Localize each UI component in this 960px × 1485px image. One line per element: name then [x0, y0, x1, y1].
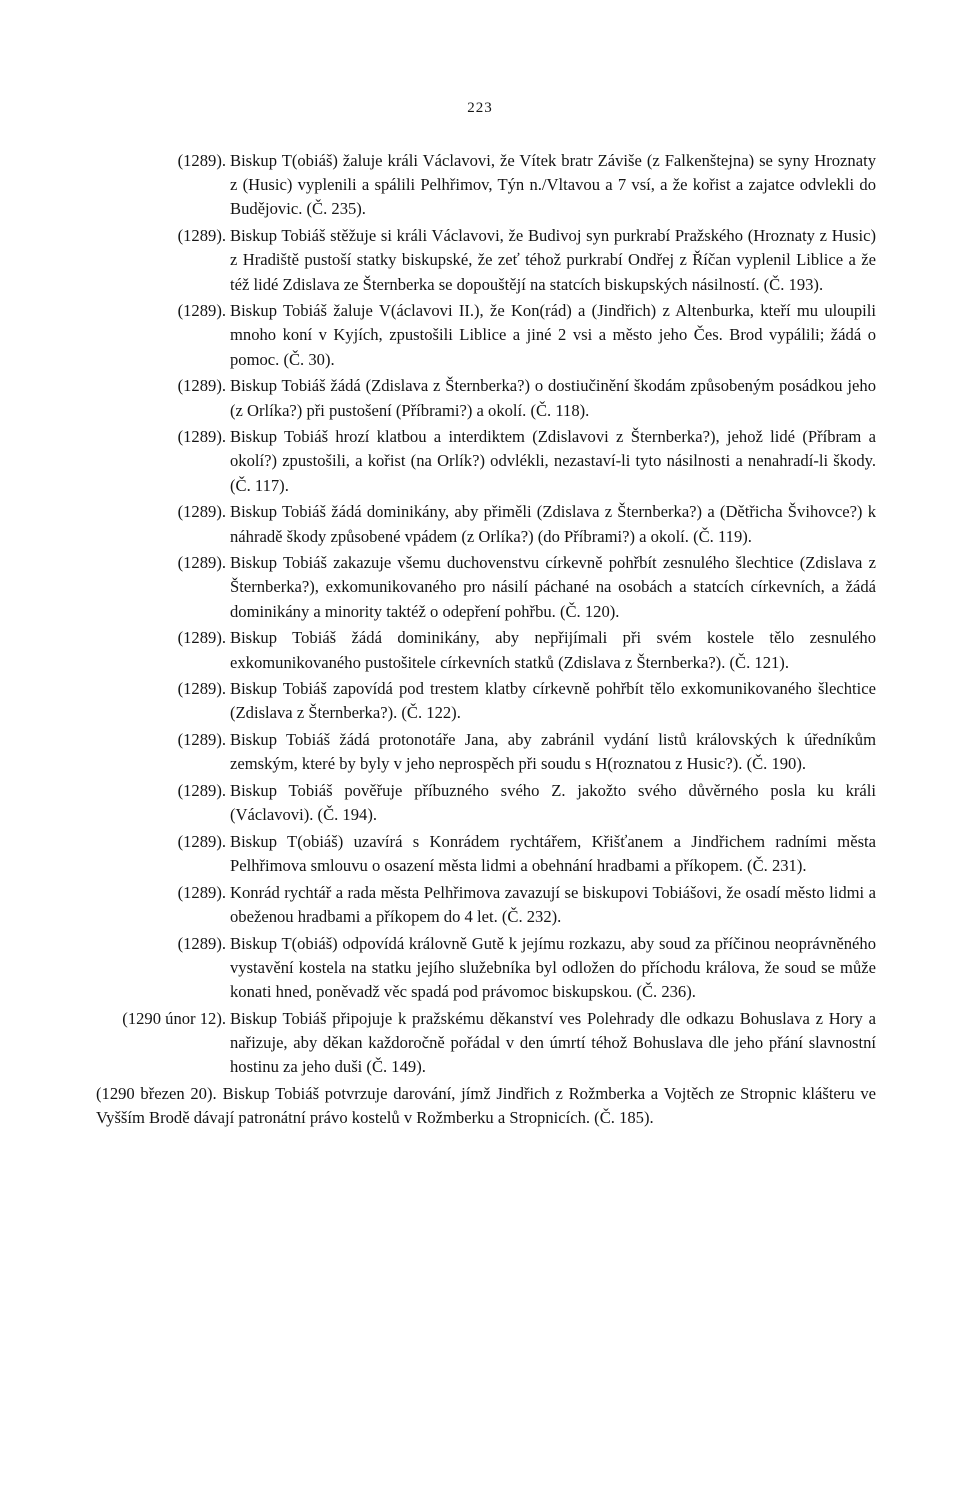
list-item: [96, 299, 876, 372]
entry-date: (1289).: [177, 679, 226, 699]
entry-date: (1289).: [177, 628, 226, 648]
entry-text: Biskup Tobiáš potvrzuje darování, jímž Jindřich z Rožmberka a Vojtěch ze Stropnic klášteru ve Vyšším Brodě dávají patronátní právo kostelů v Rožmberku a Stropnicích. (Č. 185).: [96, 1084, 876, 1128]
entry-text: Biskup Tobiáš zakazuje všemu duchovenstvu církevně pohřbít zesnulého šlechtice (Zdislava z Šternberka?), exkomunikovaného pro násilí páchané na osobách a statcích církevních, a žádá dominikány a minority taktéž o odepření pohřbu. (Č. 120).: [230, 553, 876, 621]
list-item: [96, 551, 876, 624]
list-item: [96, 779, 876, 827]
entry-date: (1289).: [177, 376, 226, 396]
entry-text: Biskup T(obiáš) žaluje králi Václavovi, že Vítek bratr Záviše (z Falkenštejna) se syny Hroznaty z (Husic) vyplenili a spálili Pelhřimov, Týn n./Vltavou a 7 vsí, a že kořist a zajatce odvlekli do Budějovic. (Č. 235).: [230, 151, 876, 219]
entry-text: Biskup Tobiáš žaluje V(áclavovi II.), že Kon(rád) a (Jindřich) z Altenburka, kteří mu uloupili mnoho koní v Kyjích, zpustošili Liblice a jiné 2 vsi a město jeho Čes. Brod vypálili; žádá o pomoc. (Č. 30).: [230, 301, 876, 369]
list-item: [96, 881, 876, 929]
entry-text: Biskup Tobiáš zapovídá pod trestem klatby církevně pohřbít tělo exkomunikovaného šlechtice (Zdislava z Šternberka?). (Č. 122).: [230, 679, 876, 723]
page-number: 223: [467, 100, 493, 116]
entry-date: (1289).: [177, 427, 226, 447]
entry-text: Biskup Tobiáš hrozí klatbou a interdiktem (Zdislavovi z Šternberka?), jehož lidé (Příbram a okolí?) zpustošili, a kořist (na Orlík?) odvlékli, nezastaví-li tyto násilnosti a nenahradí-li škody. (Č. 117).: [230, 427, 876, 495]
entry-date: (1289).: [177, 730, 226, 750]
list-item: [96, 728, 876, 776]
list-item: [96, 677, 876, 725]
entry-date: (1289).: [177, 781, 226, 801]
entry-text: Biskup Tobiáš připojuje k pražskému děkanství ves Polehrady dle odkazu Bohuslava z Hory a nařizuje, aby děkan každoročně pořádal v den úmrtí téhož Bohuslava dle jeho přání slavnostní hostinu za jeho duši (Č. 149).: [230, 1008, 876, 1077]
entry-date: (1289).: [177, 502, 226, 522]
list-item: [96, 626, 876, 674]
entry-date: (1289).: [177, 882, 226, 902]
entry-text: Biskup Tobiáš žádá protonotáře Jana, aby zabránil vydání listů královských k úředníkům zemským, které by byly v jeho neprospěch při soudu s H(roznatou z Husic?). (Č. 190).: [230, 730, 876, 774]
entry-date: (1289).: [177, 553, 226, 573]
entry-text: Biskup Tobiáš žádá dominikány, aby přiměli (Zdislava z Šternberka?) a (Dětřicha Švihovce?) k náhradě škody způsobené vpádem (z Orlíka?) (do Příbrami?) a okolí. (Č. 119).: [230, 502, 876, 546]
list-item: [96, 1007, 876, 1080]
list-item: [96, 1082, 876, 1130]
entry-date: (1289).: [177, 831, 226, 851]
list-item: [96, 374, 876, 422]
entry-date: (1289).: [177, 151, 226, 170]
list-item: [96, 425, 876, 498]
entry-date: (1289).: [177, 301, 226, 321]
list-item: [96, 224, 876, 297]
list-item: [96, 932, 876, 1005]
entry-text: Biskup Tobiáš žádá dominikány, aby nepřijímali při svém kostele tělo zesnulého exkomunikovaného pustošitele církevních statků (Zdislava z Šternberka?). (Č. 121).: [230, 628, 876, 672]
regest-list: [96, 149, 876, 1133]
entry-date: (1289).: [177, 933, 226, 953]
list-item: [96, 830, 876, 878]
list-item: [96, 149, 876, 222]
entry-date: (1289).: [177, 226, 226, 246]
entry-text: Biskup T(obiáš) uzavírá s Konrádem rychtářem, Křišťanem a Jindřichem radními města Pelhřimova smlouvu o osazení města lidmi a obehnání hradbami a příkopem. (Č. 231).: [230, 831, 876, 876]
entry-text: Konrád rychtář a rada města Pelhřimova zavazují se biskupovi Tobiášovi, že osadí město lidmi a obeženou hradbami a příkopem do 4 let. (Č. 232).: [230, 882, 876, 927]
entry-date: (1290 únor 12).: [122, 1008, 226, 1028]
entry-text: Biskup Tobiáš stěžuje si králi Václavovi, že Budivoj syn purkrabí Pražského (Hroznaty z Husic) z Hradiště pustoší statky biskupské, že zeť téhož purkrabí Ondřej z Říčan vyplenil Liblice a že též lidé Zdislava ze Šternberka se dopouštějí na statcích biskupských násilností. (Č. 193).: [230, 226, 876, 294]
list-item: [96, 500, 876, 548]
entry-text: Biskup Tobiáš pověřuje příbuzného svého Z. jakožto svého důvěrného posla ku králi (Václavovi). (Č. 194).: [230, 781, 876, 825]
entry-text: Biskup T(obiáš) odpovídá královně Gutě k jejímu rozkazu, aby soud za příčinou neoprávněného vystavění kostela na statku jejího služebníka byl odložen do příchodu králova, že soud se může konati hned, poněvadž věc spadá pod právomoc biskupskou. (Č. 236).: [230, 933, 876, 1002]
entry-date: (1290 březen 20).: [96, 1084, 217, 1104]
entry-text: Biskup Tobiáš žádá (Zdislava z Šternberka?) o dostiučinění škodám způsobeným posádkou jeho (z Orlíka?) při pustošení (Příbrami?) a okolí. (Č. 118).: [230, 376, 876, 420]
